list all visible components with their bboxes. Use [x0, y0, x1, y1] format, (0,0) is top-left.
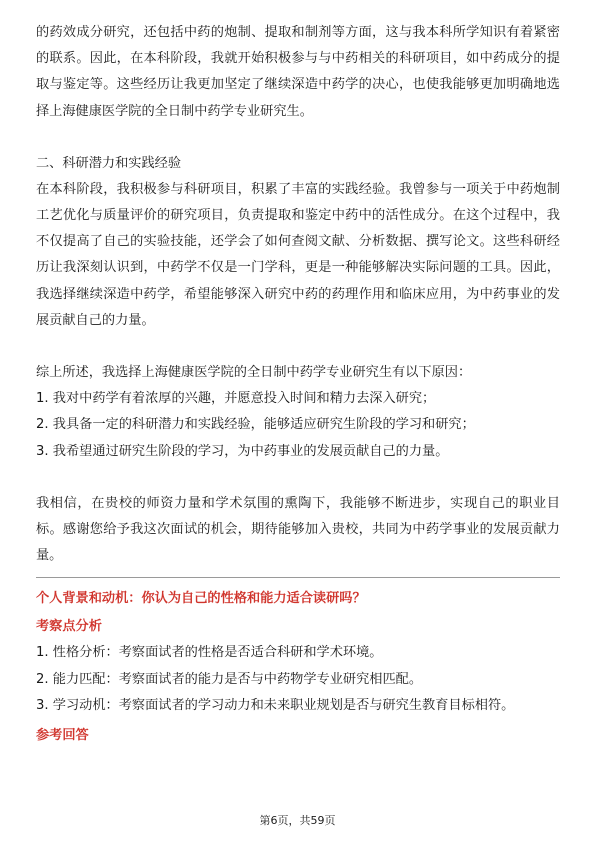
answer-heading: 参考回答 — [36, 728, 89, 744]
summary-item: 2. 我具备一定的科研潜力和实践经验，能够适应研究生阶段的学习和研究； — [36, 417, 475, 433]
section-paragraph: 在本科阶段，我积极参与科研项目，积累了丰富的实践经验。我曾参与一项关于中药炮制工艺优化与质量评价的研究项目，负责提取和鉴定中药中的活性成分。在这个过程中，我不仅提高了自己的实验技能，还学会了如何查阅文献、分析数据、撰写论文。这些科研经历让我深刻认识到，中药学不仅是一门学科，更是一种能够解决实际问题的工具。因此，我选择继续深造中药学，希望能够深入研究中药的药理作用和临床应用，为中药事业的发展贡献自己的力量。 — [36, 181, 560, 328]
section-heading: 二、科研潜力和实践经验 — [36, 155, 182, 171]
analysis-item: 3. 学习动机：考察面试者的学习动力和未来职业规划是否与研究生教育目标相符。 — [36, 697, 515, 713]
summary-item: 1. 我对中药学有着浓厚的兴趣，并愿意投入时间和精力去深入研究； — [36, 391, 436, 407]
page-indicator: 第6页，共59页 — [259, 814, 336, 827]
document-content — [36, 20, 560, 749]
analysis-heading: 考察点分析 — [36, 619, 102, 635]
spacer — [36, 125, 560, 151]
closing-paragraph: 我相信，在贵校的师资力量和学术氛围的熏陶下，我能够不断进步，实现自己的职业目标。感谢您给予我这次面试的机会，期待能够加入贵校，共同为中药学事业的发展贡献力量。 — [36, 495, 560, 564]
question-title: 个人背景和动机：你认为自己的性格和能力适合读研吗？ — [36, 591, 366, 607]
section-divider — [36, 577, 560, 578]
spacer — [36, 334, 560, 360]
summary-intro: 综上所述，我选择上海健康医学院的全日制中药学专业研究生有以下原因： — [36, 365, 472, 381]
intro-paragraph: 的药效成分研究，还包括中药的炮制、提取和制剂等方面，这与我本科所学知识有着紧密的联系。因此，在本科阶段，我就开始积极参与与中药相关的科研项目，如中药成分的提取与鉴定等。这些经历让我更加坚定了继续深造中药学的决心，也使我能够更加明确地选择上海健康医学院的全日制中药学专业研究生。 — [36, 25, 560, 119]
spacer — [36, 465, 560, 491]
summary-item: 3. 我希望通过研究生阶段的学习，为中药事业的发展贡献自己的力量。 — [36, 443, 449, 459]
analysis-item: 2. 能力匹配：考察面试者的能力是否与中药物学专业研究相匹配。 — [36, 671, 423, 687]
analysis-item: 1. 性格分析：考察面试者的性格是否适合科研和学术环境。 — [36, 645, 383, 661]
